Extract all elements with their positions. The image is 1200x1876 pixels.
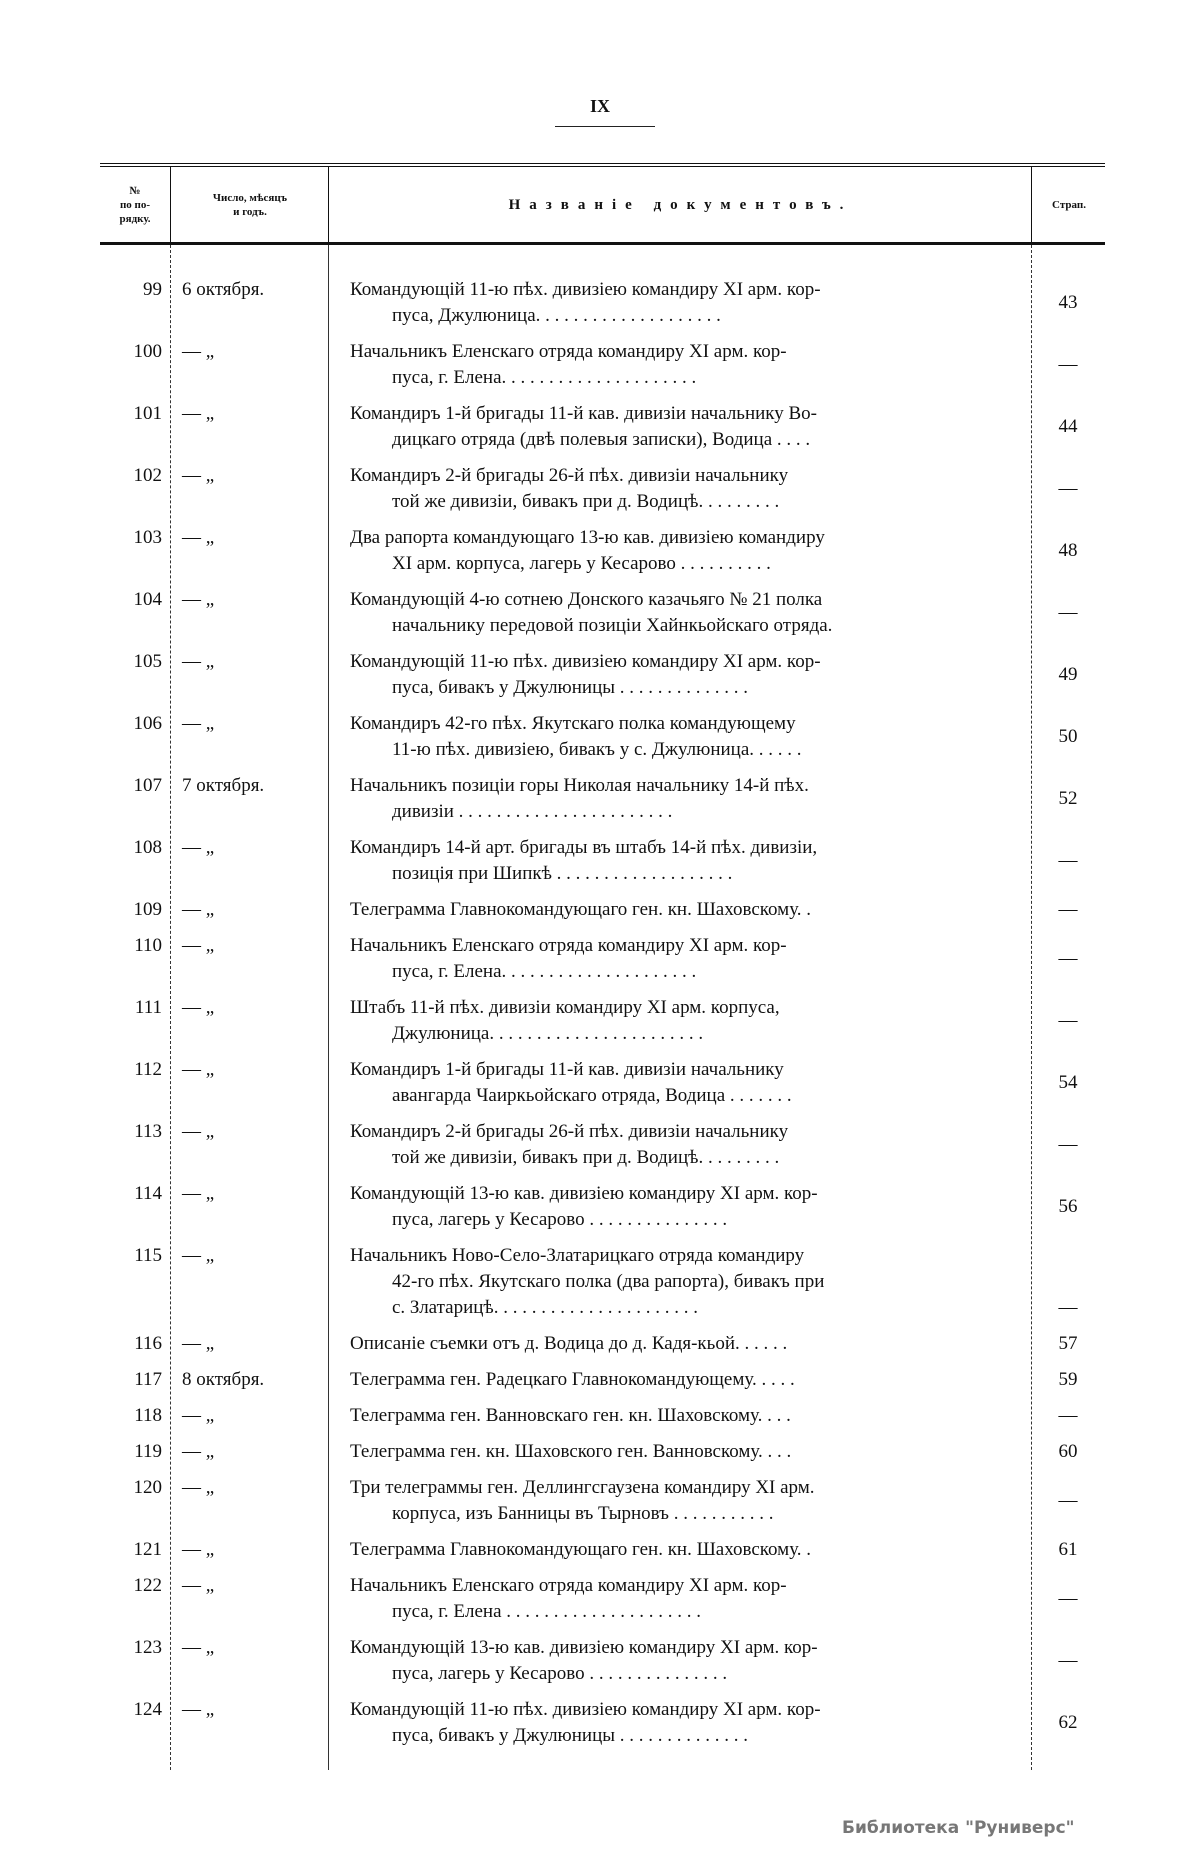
row-title-line: Командующій 4-ю сотнею Донского казачьяго № 21 полка (350, 589, 823, 610)
row-page: — (1058, 1650, 1078, 1671)
table-row (100, 933, 1105, 985)
row-date: — „ (182, 1183, 215, 1204)
row-document-title (350, 1573, 1038, 1625)
table-row (100, 401, 1105, 453)
table-row (100, 995, 1105, 1047)
row-document-title (350, 1635, 1038, 1687)
row-page: 50 (1058, 726, 1078, 747)
row-number: 119 (134, 1441, 162, 1462)
header-number-line1: № (129, 184, 141, 197)
row-number: 100 (133, 341, 162, 362)
page-number-rule (555, 126, 655, 127)
row-document-title (350, 401, 1038, 453)
row-title-line: Два рапорта командующаго 13-ю кав. дивизіею командиру (350, 527, 825, 548)
row-title-line: дицкаго отряда (двѣ полевыя записки), Водица . . . . (392, 429, 811, 450)
row-page: — (1058, 948, 1078, 969)
table-row (100, 1119, 1105, 1171)
row-date: — „ (182, 935, 215, 956)
row-page: — (1058, 1405, 1078, 1426)
page-number: IX (589, 96, 610, 116)
header-title: Названіе документовъ. (328, 167, 1032, 242)
row-date: — „ (182, 1575, 215, 1596)
header-page: Страп. (1031, 167, 1106, 242)
row-document-title (350, 1181, 1038, 1233)
row-number: 122 (133, 1575, 162, 1596)
row-title-line: дивизіи . . . . . . . . . . . . . . . . . . . . . . . (392, 801, 673, 822)
row-title-line: Телеграмма ген. Ванновскаго ген. кн. Шаховскому. . . . (350, 1405, 791, 1426)
row-page: — (1058, 1297, 1078, 1318)
row-number: 99 (143, 279, 162, 300)
row-number: 103 (133, 527, 162, 548)
row-document-title (350, 1057, 1038, 1109)
row-title-line: пуса, бивакъ у Джулюницы . . . . . . . . . . . . . . (392, 677, 749, 698)
row-date: — „ (182, 527, 215, 548)
table-row (100, 1181, 1105, 1233)
row-number: 124 (133, 1699, 162, 1720)
row-title-line: Командиръ 1-й бригады 11-й кав. дивизіи начальнику (350, 1059, 784, 1080)
header-date (170, 167, 329, 242)
row-document-title (350, 773, 1038, 825)
row-date: — „ (182, 589, 215, 610)
table-row (100, 1243, 1105, 1321)
row-document-title (350, 649, 1038, 701)
row-document-title (350, 339, 1038, 391)
row-document-title (350, 587, 1038, 639)
row-page: 49 (1058, 664, 1078, 685)
row-title-line: Джулюница. . . . . . . . . . . . . . . . . . . . . . . (392, 1023, 704, 1044)
row-title-line: позиція при Шипкѣ . . . . . . . . . . . . . . . . . . . (392, 863, 733, 884)
table-row (100, 587, 1105, 639)
header-date-line2: и годъ. (233, 205, 267, 218)
row-date: — „ (182, 341, 215, 362)
row-date: — „ (182, 1441, 215, 1462)
row-title-line: корпуса, изъ Банницы въ Тырновъ . . . . . . . . . . . (392, 1503, 774, 1524)
header-number-line2: по по- (119, 198, 151, 211)
row-number: 102 (133, 465, 162, 486)
row-title-line: начальнику передовой позиціи Хайнкьойскаго отряда. (392, 615, 833, 636)
table-row (100, 1057, 1105, 1109)
row-title-line: Командиръ 2-й бригады 26-й пѣх. дивизіи начальнику (350, 465, 789, 486)
row-document-title (350, 1403, 1038, 1429)
row-date: — „ (182, 1699, 215, 1720)
row-date: — „ (182, 1333, 215, 1354)
row-title-line: с. Златарицѣ. . . . . . . . . . . . . . . . . . . . . . (392, 1297, 698, 1318)
row-document-title (350, 525, 1038, 577)
row-page: — (1058, 1134, 1078, 1155)
header-number (100, 167, 170, 242)
row-document-title (350, 1243, 1038, 1321)
row-date: — „ (182, 1059, 215, 1080)
row-number: 111 (134, 997, 162, 1018)
row-title-line: Штабъ 11-й пѣх. дивизіи командиру XI арм. корпуса, (350, 997, 780, 1018)
row-page: 48 (1058, 540, 1078, 561)
row-date: 8 октября. (182, 1369, 265, 1390)
row-number: 121 (133, 1539, 162, 1560)
table-row (100, 1403, 1105, 1429)
table-row (100, 773, 1105, 825)
row-title-line: пуса, бивакъ у Джулюницы . . . . . . . . . . . . . . (392, 1725, 749, 1746)
row-number: 109 (133, 899, 162, 920)
row-page: — (1058, 478, 1078, 499)
row-date: — „ (182, 837, 215, 858)
row-title-line: 42-го пѣх. Якутскаго полка (два рапорта), бивакъ при (392, 1271, 825, 1292)
row-document-title (350, 1475, 1038, 1527)
row-document-title (350, 1367, 1038, 1393)
row-date: 7 октября. (182, 775, 265, 796)
row-title-line: пуса, лагерь у Кесарово . . . . . . . . . . . . . . . (392, 1663, 728, 1684)
row-date: — „ (182, 1405, 215, 1426)
row-page: 54 (1058, 1072, 1078, 1093)
row-page: — (1058, 850, 1078, 871)
row-date: 6 октября. (182, 279, 265, 300)
row-date: — „ (182, 1121, 215, 1142)
row-page: — (1058, 354, 1078, 375)
row-document-title (350, 1119, 1038, 1171)
row-page: 62 (1058, 1712, 1078, 1733)
row-date: — „ (182, 651, 215, 672)
row-title-line: XI арм. корпуса, лагерь у Кесарово . . . . . . . . . . (392, 553, 771, 574)
row-page: 60 (1058, 1441, 1078, 1462)
row-title-line: Телеграмма Главнокомандующаго ген. кн. Шаховскому. . (350, 899, 812, 920)
row-document-title (350, 711, 1038, 763)
table-row (100, 277, 1105, 329)
row-number: 104 (133, 589, 162, 610)
row-page: — (1058, 1490, 1078, 1511)
table-header (100, 163, 1105, 245)
table-row (100, 525, 1105, 577)
table-row (100, 1439, 1105, 1465)
table-row (100, 1697, 1105, 1749)
row-title-line: авангарда Чаиркьойскаго отряда, Водица . . . . . . . (392, 1085, 792, 1106)
table-row (100, 897, 1105, 923)
row-page: 56 (1058, 1196, 1078, 1217)
row-page: 44 (1058, 416, 1078, 437)
row-number: 110 (134, 935, 162, 956)
table-row (100, 463, 1105, 515)
row-document-title (350, 995, 1038, 1047)
row-title-line: Начальникъ Ново-Село-Златарицкаго отряда командиру (350, 1245, 805, 1266)
row-number: 112 (134, 1059, 162, 1080)
row-date: — „ (182, 713, 215, 734)
table-body (100, 245, 1105, 1770)
row-number: 114 (134, 1183, 162, 1204)
table-row (100, 1573, 1105, 1625)
table-row (100, 1635, 1105, 1687)
row-document-title (350, 1331, 1038, 1357)
table-row (100, 711, 1105, 763)
row-title-line: 11-ю пѣх. дивизіею, бивакъ у с. Джулюница. . . . . . (392, 739, 802, 760)
documents-table (100, 163, 1105, 1770)
row-title-line: Телеграмма Главнокомандующаго ген. кн. Шаховскому. . (350, 1539, 812, 1560)
row-title-line: Командиръ 14-й арт. бригады въ штабъ 14-й пѣх. дивизіи, (350, 837, 818, 858)
row-page: 59 (1058, 1369, 1078, 1390)
row-title-line: Начальникъ Еленскаго отряда командиру XI арм. кор- (350, 341, 787, 362)
row-document-title (350, 1537, 1038, 1563)
row-number: 108 (133, 837, 162, 858)
row-number: 118 (134, 1405, 162, 1426)
row-number: 117 (134, 1369, 162, 1390)
row-page: 61 (1058, 1539, 1078, 1560)
header-number-line3: рядку. (119, 212, 151, 225)
row-date: — „ (182, 1245, 215, 1266)
row-page: 43 (1058, 292, 1078, 313)
row-title-line: Командиръ 1-й бригады 11-й кав. дивизіи начальнику Во- (350, 403, 818, 424)
library-watermark: Библиотека "Руниверс" (842, 1818, 1075, 1838)
row-document-title (350, 933, 1038, 985)
row-title-line: Начальникъ Еленскаго отряда командиру XI арм. кор- (350, 1575, 787, 1596)
row-document-title (350, 1697, 1038, 1749)
row-title-line: Начальникъ Еленскаго отряда командиру XI арм. кор- (350, 935, 787, 956)
row-number: 101 (133, 403, 162, 424)
row-number: 123 (133, 1637, 162, 1658)
row-date: — „ (182, 1637, 215, 1658)
table-row (100, 649, 1105, 701)
row-number: 120 (133, 1477, 162, 1498)
row-document-title (350, 835, 1038, 887)
row-date: — „ (182, 1539, 215, 1560)
row-page: — (1058, 1588, 1078, 1609)
row-title-line: Три телеграммы ген. Деллингсгаузена командиру XI арм. (350, 1477, 815, 1498)
row-page: — (1058, 1010, 1078, 1031)
table-row (100, 1331, 1105, 1357)
row-page: 52 (1058, 788, 1078, 809)
row-title-line: Командующій 13-ю кав. дивизіею командиру XI арм. кор- (350, 1183, 818, 1204)
row-number: 116 (134, 1333, 162, 1354)
row-document-title (350, 463, 1038, 515)
row-date: — „ (182, 465, 215, 486)
row-page: — (1058, 899, 1078, 920)
row-page: 57 (1058, 1333, 1078, 1354)
header-date-line1: Число, мѣсяцъ (212, 191, 288, 204)
row-title-line: Описаніе съемки отъ д. Водица до д. Кадя-кьой. . . . . . (350, 1333, 788, 1354)
row-number: 115 (134, 1245, 162, 1266)
row-number: 107 (133, 775, 162, 796)
row-document-title (350, 897, 1038, 923)
row-title-line: Командиръ 2-й бригады 26-й пѣх. дивизіи начальнику (350, 1121, 789, 1142)
row-title-line: пуса, лагерь у Кесарово . . . . . . . . . . . . . . . (392, 1209, 728, 1230)
table-row (100, 1537, 1105, 1563)
row-title-line: Командующій 13-ю кав. дивизіею командиру XI арм. кор- (350, 1637, 818, 1658)
row-title-line: Начальникъ позиціи горы Николая начальнику 14-й пѣх. (350, 775, 809, 796)
row-title-line: пуса, г. Елена. . . . . . . . . . . . . . . . . . . . . (392, 367, 697, 388)
row-number: 113 (134, 1121, 162, 1142)
table-row (100, 1367, 1105, 1393)
row-title-line: Телеграмма ген. кн. Шаховского ген. Ванновскому. . . . (350, 1441, 792, 1462)
row-title-line: той же дивизіи, бивакъ при д. Водицѣ. . . . . . . . . (392, 1147, 780, 1168)
row-title-line: Командиръ 42-го пѣх. Якутскаго полка командующему (350, 713, 796, 734)
row-title-line: пуса, г. Елена. . . . . . . . . . . . . . . . . . . . . (392, 961, 697, 982)
row-date: — „ (182, 997, 215, 1018)
row-title-line: той же дивизіи, бивакъ при д. Водицѣ. . . . . . . . . (392, 491, 780, 512)
row-document-title (350, 277, 1038, 329)
row-title-line: пуса, г. Елена . . . . . . . . . . . . . . . . . . . . . (392, 1601, 702, 1622)
table-rows (100, 277, 1105, 1759)
table-row (100, 339, 1105, 391)
row-number: 106 (133, 713, 162, 734)
row-date: — „ (182, 1477, 215, 1498)
row-date: — „ (182, 899, 215, 920)
row-number: 105 (133, 651, 162, 672)
row-title-line: пуса, Джулюница. . . . . . . . . . . . . . . . . . . . (392, 305, 721, 326)
row-title-line: Командующій 11-ю пѣх. дивизіею командиру XI арм. кор- (350, 1699, 821, 1720)
row-date: — „ (182, 403, 215, 424)
row-document-title (350, 1439, 1038, 1465)
row-page: — (1058, 602, 1078, 623)
row-title-line: Телеграмма ген. Радецкаго Главнокомандующему. . . . . (350, 1369, 795, 1390)
row-title-line: Командующій 11-ю пѣх. дивизіею командиру XI арм. кор- (350, 651, 821, 672)
table-row (100, 1475, 1105, 1527)
row-title-line: Командующій 11-ю пѣх. дивизіею командиру XI арм. кор- (350, 279, 821, 300)
table-row (100, 835, 1105, 887)
